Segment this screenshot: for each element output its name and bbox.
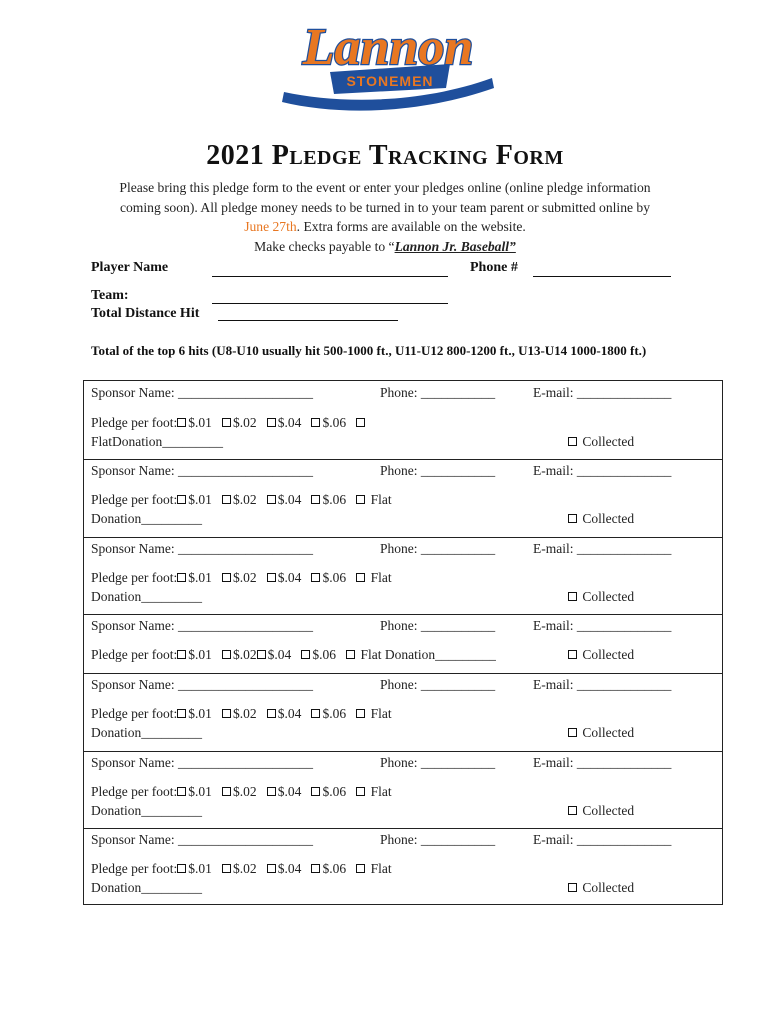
- title-text: Pledge Tracking Form: [271, 140, 564, 171]
- lannon-stonemen-logo: [270, 12, 502, 112]
- checkbox-flat[interactable]: [356, 573, 365, 582]
- sponsor-email-field[interactable]: E-mail: ______________: [533, 755, 672, 770]
- checkbox-01[interactable]: [177, 787, 186, 796]
- checkbox-04[interactable]: [257, 650, 266, 659]
- collected-option: [568, 647, 634, 663]
- sponsor-name-field[interactable]: Sponsor Name: ____________________: [91, 677, 313, 692]
- pledge-label: Pledge per foot:: [91, 415, 178, 430]
- checkbox-06[interactable]: [311, 787, 320, 796]
- sponsor-phone-field[interactable]: Phone: ___________: [380, 618, 496, 633]
- collected-label: Collected: [582, 803, 635, 818]
- sponsor-row: [84, 674, 722, 752]
- checkbox-06[interactable]: [311, 709, 320, 718]
- checkbox-02[interactable]: [222, 709, 231, 718]
- logo-banner-text: STONEMEN: [346, 73, 434, 89]
- checkbox-04[interactable]: [267, 495, 276, 504]
- sponsor-name-field[interactable]: Sponsor Name: ____________________: [91, 618, 313, 633]
- checkbox-06[interactable]: [301, 650, 310, 659]
- sponsor-name-field[interactable]: Sponsor Name: ____________________: [91, 541, 313, 556]
- sponsor-phone-field[interactable]: Phone: ___________: [380, 385, 496, 400]
- option-02-label: $.02: [232, 570, 257, 585]
- pledge-label: Pledge per foot:: [91, 861, 178, 876]
- collected-label: Collected: [582, 589, 635, 604]
- team-field[interactable]: [212, 303, 448, 304]
- instructions-line-2: coming soon). All pledge money needs to be turned in to your team parent or submitted online by: [119, 199, 651, 215]
- option-02-label: $.02: [232, 492, 257, 507]
- option-01-label: $.01: [188, 570, 212, 585]
- checkbox-04[interactable]: [267, 573, 276, 582]
- sponsor-email-field[interactable]: E-mail: ______________: [533, 677, 672, 692]
- option-04-label: $.04: [277, 706, 302, 721]
- pledge-label: Pledge per foot:: [91, 706, 178, 721]
- option-02-label: $.02: [232, 706, 257, 721]
- flat-donation-field[interactable]: Donation_________: [91, 880, 202, 895]
- checkbox-flat[interactable]: [356, 787, 365, 796]
- option-06-label: $.06: [322, 415, 347, 430]
- sponsor-phone-field[interactable]: Phone: ___________: [380, 677, 496, 692]
- checkbox-01[interactable]: [177, 709, 186, 718]
- logo-script-text: Lannon: [302, 19, 474, 76]
- option-04-label: $.04: [277, 861, 302, 876]
- sponsor-phone-field[interactable]: Phone: ___________: [380, 541, 496, 556]
- pledge-options: [91, 784, 392, 800]
- sponsor-row: [84, 460, 722, 538]
- flat-label: Flat: [370, 861, 392, 876]
- pledge-options: [91, 647, 496, 663]
- checkbox-collected[interactable]: [568, 514, 577, 523]
- option-01-label: $.01: [188, 784, 212, 799]
- payable-prefix: Make checks payable to “: [254, 238, 395, 254]
- collected-label: Collected: [582, 880, 635, 895]
- flat-label: Flat: [370, 492, 392, 507]
- sponsor-phone-field[interactable]: Phone: ___________: [380, 832, 496, 847]
- option-02-label: $.02: [232, 784, 257, 799]
- flat-label: Flat: [370, 784, 392, 799]
- sponsor-email-field[interactable]: E-mail: ______________: [533, 832, 672, 847]
- pledge-label: Pledge per foot:: [91, 647, 178, 662]
- checkbox-flat[interactable]: [356, 864, 365, 873]
- payable-line: [80, 237, 690, 257]
- phone-field[interactable]: [533, 276, 671, 277]
- flat-donation-field[interactable]: Donation_________: [91, 725, 202, 740]
- collected-option: [568, 589, 634, 605]
- sponsor-name-field[interactable]: Sponsor Name: ____________________: [91, 755, 313, 770]
- option-02-label: $.02: [232, 415, 257, 430]
- flat-donation-field[interactable]: Flat Donation_________: [360, 647, 496, 662]
- extra-forms-text: . Extra forms are available on the website.: [296, 219, 526, 234]
- sponsor-name-field[interactable]: Sponsor Name: ____________________: [91, 463, 313, 478]
- checkbox-collected[interactable]: [568, 650, 577, 659]
- flat-label: Flat: [370, 706, 392, 721]
- pledge-label: Pledge per foot:: [91, 570, 178, 585]
- option-06-label: $.06: [322, 570, 347, 585]
- checkbox-04[interactable]: [267, 787, 276, 796]
- phone-label: Phone #: [470, 260, 518, 275]
- collected-label: Collected: [582, 511, 635, 526]
- checkbox-04[interactable]: [267, 709, 276, 718]
- page-title: [0, 140, 770, 172]
- sponsor-row: [84, 538, 722, 615]
- flat-donation-field[interactable]: Donation_________: [91, 511, 202, 526]
- sponsor-phone-field[interactable]: Phone: ___________: [380, 755, 496, 770]
- sponsor-row: [84, 615, 722, 674]
- collected-label: Collected: [582, 647, 635, 662]
- checkbox-06[interactable]: [311, 418, 320, 427]
- sponsor-email-field[interactable]: E-mail: ______________: [533, 618, 672, 633]
- checkbox-02[interactable]: [222, 650, 231, 659]
- hits-note: Total of the top 6 hits (U8-U10 usually hit 500-1000 ft., U11-U12 800-1200 ft., U13-U14 1000-1800 ft.): [91, 343, 647, 358]
- checkbox-flat[interactable]: [346, 650, 355, 659]
- checkbox-02[interactable]: [222, 418, 231, 427]
- sponsor-email-field[interactable]: E-mail: ______________: [533, 463, 672, 478]
- checkbox-01[interactable]: [177, 864, 186, 873]
- collected-option: [568, 803, 634, 819]
- player-name-field[interactable]: [212, 276, 448, 277]
- sponsor-name-field[interactable]: Sponsor Name: ____________________: [91, 385, 313, 400]
- checkbox-flat[interactable]: [356, 495, 365, 504]
- checkbox-flat[interactable]: [356, 418, 365, 427]
- pledge-label: Pledge per foot:: [91, 492, 178, 507]
- option-04-label: $.04: [267, 647, 292, 662]
- option-04-label: $.04: [277, 492, 302, 507]
- sponsor-email-field[interactable]: E-mail: ______________: [533, 385, 672, 400]
- collected-option: [568, 434, 634, 450]
- option-01-label: $.01: [188, 706, 212, 721]
- collected-option: [568, 725, 634, 741]
- option-02-label: $.02: [232, 861, 257, 876]
- option-04-label: $.04: [277, 570, 302, 585]
- total-distance-field[interactable]: [218, 320, 398, 321]
- pledge-options: [91, 706, 392, 722]
- sponsor-email-field[interactable]: E-mail: ______________: [533, 541, 672, 556]
- option-01-label: $.01: [188, 647, 212, 662]
- option-04-label: $.04: [277, 415, 302, 430]
- sponsor-row: [84, 829, 722, 905]
- checkbox-collected[interactable]: [568, 806, 577, 815]
- checkbox-04[interactable]: [267, 418, 276, 427]
- checkbox-02[interactable]: [222, 864, 231, 873]
- checkbox-collected[interactable]: [568, 437, 577, 446]
- instructions: [80, 178, 690, 256]
- pledge-label: Pledge per foot:: [91, 784, 178, 799]
- flat-donation-field[interactable]: FlatDonation_________: [91, 434, 223, 449]
- team-label: Team:: [91, 288, 129, 303]
- pledge-options: [91, 415, 367, 431]
- option-06-label: $.06: [322, 784, 347, 799]
- checkbox-collected[interactable]: [568, 883, 577, 892]
- sponsor-row: [84, 752, 722, 829]
- total-distance-label: Total Distance Hit: [91, 306, 200, 321]
- checkbox-collected[interactable]: [568, 592, 577, 601]
- checkbox-02[interactable]: [222, 573, 231, 582]
- collected-label: Collected: [582, 434, 635, 449]
- option-06-label: $.06: [312, 647, 336, 662]
- pledge-options: [91, 570, 392, 586]
- option-01-label: $.01: [188, 861, 212, 876]
- option-01-label: $.01: [188, 492, 212, 507]
- collected-label: Collected: [582, 725, 635, 740]
- checkbox-02[interactable]: [222, 495, 231, 504]
- sponsor-row: [84, 381, 722, 460]
- option-06-label: $.06: [322, 706, 347, 721]
- option-06-label: $.06: [322, 492, 347, 507]
- flat-donation-field[interactable]: Donation_________: [91, 589, 202, 604]
- checkbox-04[interactable]: [267, 864, 276, 873]
- checkbox-collected[interactable]: [568, 728, 577, 737]
- flat-label: Flat: [370, 570, 392, 585]
- player-name-label: Player Name: [91, 260, 169, 275]
- pledge-options: [91, 861, 392, 877]
- instructions-line-1: Please bring this pledge form to the event or enter your pledges online (online pledge information: [119, 180, 651, 195]
- checkbox-06[interactable]: [311, 573, 320, 582]
- sponsor-name-field[interactable]: Sponsor Name: ____________________: [91, 832, 313, 847]
- option-02-label: $.02: [232, 647, 257, 662]
- checkbox-01[interactable]: [177, 573, 186, 582]
- checkbox-01[interactable]: [177, 495, 186, 504]
- payable-name: Lannon Jr. Baseball”: [394, 238, 516, 254]
- deadline-date: June 27th: [244, 219, 297, 234]
- sponsor-phone-field[interactable]: Phone: ___________: [380, 463, 496, 478]
- checkbox-01[interactable]: [177, 418, 186, 427]
- checkbox-06[interactable]: [311, 864, 320, 873]
- pledge-options: [91, 492, 392, 508]
- checkbox-06[interactable]: [311, 495, 320, 504]
- checkbox-01[interactable]: [177, 650, 186, 659]
- collected-option: [568, 511, 634, 527]
- title-year: 2021: [206, 140, 265, 171]
- checkbox-flat[interactable]: [356, 709, 365, 718]
- instructions-line-3: [80, 217, 690, 237]
- checkbox-02[interactable]: [222, 787, 231, 796]
- option-01-label: $.01: [188, 415, 212, 430]
- option-04-label: $.04: [277, 784, 302, 799]
- sponsor-table: [83, 380, 723, 905]
- option-06-label: $.06: [322, 861, 347, 876]
- collected-option: [568, 880, 634, 896]
- flat-donation-field[interactable]: Donation_________: [91, 803, 202, 818]
